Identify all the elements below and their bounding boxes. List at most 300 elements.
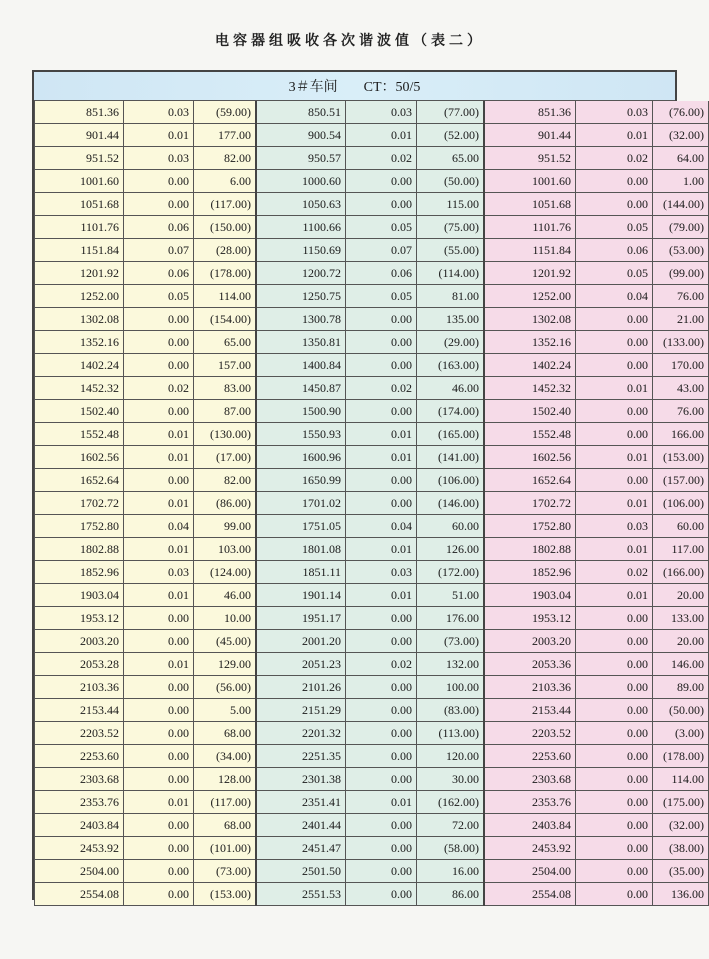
table-cell: 0.00 <box>124 722 194 745</box>
table-cell: 0.01 <box>124 653 194 676</box>
table-cell: 851.36 <box>484 101 576 124</box>
table-cell: 1650.99 <box>256 469 346 492</box>
table-cell: 0.00 <box>124 745 194 768</box>
table-cell: 1903.04 <box>35 584 124 607</box>
table-cell: 0.00 <box>346 308 417 331</box>
table-row <box>35 860 709 883</box>
table-cell: (146.00) <box>417 492 485 515</box>
table-cell: 76.00 <box>653 400 709 423</box>
table-cell: 1602.56 <box>484 446 576 469</box>
table-cell: 901.44 <box>35 124 124 147</box>
table-cell: (172.00) <box>417 561 485 584</box>
table-row <box>35 791 709 814</box>
table-cell: (174.00) <box>417 400 485 423</box>
table-cell: 65.00 <box>194 331 257 354</box>
table-cell: 1151.84 <box>35 239 124 262</box>
table-cell: (73.00) <box>417 630 485 653</box>
table-cell: (45.00) <box>194 630 257 653</box>
table-cell: 0.03 <box>576 515 653 538</box>
table-cell: 0.01 <box>124 538 194 561</box>
table-cell: 0.02 <box>346 653 417 676</box>
table-cell: 0.00 <box>576 170 653 193</box>
table-cell: 1001.60 <box>35 170 124 193</box>
table-row <box>35 515 709 538</box>
table-cell: 0.00 <box>576 354 653 377</box>
table-cell: 10.00 <box>194 607 257 630</box>
table-cell: 60.00 <box>653 515 709 538</box>
table-cell: 2403.84 <box>35 814 124 837</box>
table-cell: 0.00 <box>124 768 194 791</box>
table-cell: 1702.72 <box>484 492 576 515</box>
table-cell: 72.00 <box>417 814 485 837</box>
table-cell: 1652.64 <box>484 469 576 492</box>
table-cell: 0.05 <box>346 285 417 308</box>
table-cell: 2251.35 <box>256 745 346 768</box>
table-cell: 2554.08 <box>484 883 576 906</box>
table-cell: 1500.90 <box>256 400 346 423</box>
table-cell: 1652.64 <box>35 469 124 492</box>
table-header <box>34 72 675 101</box>
table-cell: 0.00 <box>124 630 194 653</box>
table-cell: 0.04 <box>346 515 417 538</box>
table-cell: 2103.36 <box>484 676 576 699</box>
table-cell: 1101.76 <box>484 216 576 239</box>
table-cell: 2001.20 <box>256 630 346 653</box>
table-cell: 6.00 <box>194 170 257 193</box>
table-cell: (163.00) <box>417 354 485 377</box>
table-cell: 0.01 <box>124 791 194 814</box>
table-cell: 1350.81 <box>256 331 346 354</box>
table-cell: 2103.36 <box>35 676 124 699</box>
table-cell: (59.00) <box>194 101 257 124</box>
table-cell: (38.00) <box>653 837 709 860</box>
table-cell: 0.03 <box>576 101 653 124</box>
ct-ratio-label: CT：50/5 <box>363 80 421 95</box>
table-row <box>35 262 709 285</box>
table-cell: 5.00 <box>194 699 257 722</box>
table-cell: 0.00 <box>124 308 194 331</box>
table-cell: 81.00 <box>417 285 485 308</box>
table-cell: 1100.66 <box>256 216 346 239</box>
table-cell: 1252.00 <box>35 285 124 308</box>
table-cell: 1752.80 <box>484 515 576 538</box>
table-cell: 1802.88 <box>484 538 576 561</box>
table-cell: 1851.11 <box>256 561 346 584</box>
table-row <box>35 170 709 193</box>
table-cell: 0.00 <box>576 469 653 492</box>
table-cell: (153.00) <box>194 883 257 906</box>
table-cell: (150.00) <box>194 216 257 239</box>
table-cell: 0.00 <box>346 814 417 837</box>
table-row <box>35 676 709 699</box>
table-cell: 1400.84 <box>256 354 346 377</box>
table-row <box>35 216 709 239</box>
table-cell: 0.00 <box>124 170 194 193</box>
table-row <box>35 607 709 630</box>
table-cell: 2453.92 <box>484 837 576 860</box>
table-cell: 0.00 <box>576 768 653 791</box>
table-cell: 0.02 <box>346 377 417 400</box>
table-row <box>35 400 709 423</box>
table-cell: 2303.68 <box>484 768 576 791</box>
table-cell: 0.01 <box>576 584 653 607</box>
table-cell: 114.00 <box>653 768 709 791</box>
table-cell: 0.07 <box>346 239 417 262</box>
table-cell: 1200.72 <box>256 262 346 285</box>
table-cell: (52.00) <box>417 124 485 147</box>
table-cell: 0.00 <box>124 354 194 377</box>
table-cell: (77.00) <box>417 101 485 124</box>
table-cell: 2401.44 <box>256 814 346 837</box>
table-cell: 1852.96 <box>35 561 124 584</box>
table-cell: 82.00 <box>194 147 257 170</box>
table-cell: 0.00 <box>346 768 417 791</box>
table-cell: 76.00 <box>653 285 709 308</box>
table-cell: (178.00) <box>194 262 257 285</box>
table-cell: (162.00) <box>417 791 485 814</box>
data-grid <box>34 101 709 906</box>
table-cell: 0.00 <box>576 722 653 745</box>
table-cell: 1702.72 <box>35 492 124 515</box>
table-cell: 0.00 <box>576 607 653 630</box>
table-cell: 0.01 <box>124 446 194 469</box>
table-cell: 0.00 <box>576 400 653 423</box>
table-cell: 82.00 <box>194 469 257 492</box>
table-cell: 100.00 <box>417 676 485 699</box>
table-cell: 2003.20 <box>35 630 124 653</box>
table-cell: (50.00) <box>653 699 709 722</box>
table-cell: 0.00 <box>124 837 194 860</box>
table-cell: 0.05 <box>576 262 653 285</box>
table-cell: 2353.76 <box>35 791 124 814</box>
table-cell: 0.00 <box>346 492 417 515</box>
table-row <box>35 745 709 768</box>
table-cell: 1250.75 <box>256 285 346 308</box>
table-cell: 951.52 <box>484 147 576 170</box>
table-row <box>35 561 709 584</box>
table-cell: 146.00 <box>653 653 709 676</box>
table-cell: 135.00 <box>417 308 485 331</box>
table-cell: 2351.41 <box>256 791 346 814</box>
table-cell: 2353.76 <box>484 791 576 814</box>
table-cell: 0.01 <box>346 584 417 607</box>
table-cell: 2504.00 <box>35 860 124 883</box>
table-cell: 83.00 <box>194 377 257 400</box>
table-cell: 126.00 <box>417 538 485 561</box>
table-cell: 2051.23 <box>256 653 346 676</box>
table-cell: 0.01 <box>124 492 194 515</box>
table-cell: 0.01 <box>346 538 417 561</box>
table-cell: 1903.04 <box>484 584 576 607</box>
table-row <box>35 699 709 722</box>
table-cell: 2203.52 <box>35 722 124 745</box>
table-cell: 0.02 <box>576 561 653 584</box>
table-cell: 68.00 <box>194 814 257 837</box>
table-row <box>35 354 709 377</box>
table-cell: 0.00 <box>576 860 653 883</box>
table-cell: 1901.14 <box>256 584 346 607</box>
table-cell: 851.36 <box>35 101 124 124</box>
table-cell: 132.00 <box>417 653 485 676</box>
table-cell: 51.00 <box>417 584 485 607</box>
table-cell: 0.05 <box>576 216 653 239</box>
table-cell: (141.00) <box>417 446 485 469</box>
table-cell: 1151.84 <box>484 239 576 262</box>
table-cell: 1953.12 <box>484 607 576 630</box>
table-cell: 0.01 <box>576 492 653 515</box>
table-row <box>35 101 709 124</box>
table-cell: 1001.60 <box>484 170 576 193</box>
table-row <box>35 193 709 216</box>
table-row <box>35 469 709 492</box>
table-cell: 1.00 <box>653 170 709 193</box>
table-cell: 2101.26 <box>256 676 346 699</box>
table-cell: 2253.60 <box>35 745 124 768</box>
table-cell: 1051.68 <box>484 193 576 216</box>
table-cell: 2403.84 <box>484 814 576 837</box>
table-cell: 0.00 <box>124 331 194 354</box>
table-cell: (56.00) <box>194 676 257 699</box>
table-cell: (3.00) <box>653 722 709 745</box>
table-cell: (166.00) <box>653 561 709 584</box>
table-cell: 46.00 <box>417 377 485 400</box>
table-cell: 0.05 <box>346 216 417 239</box>
table-cell: 0.06 <box>124 216 194 239</box>
table-cell: 0.00 <box>576 653 653 676</box>
table-cell: 20.00 <box>653 584 709 607</box>
table-row <box>35 423 709 446</box>
table-cell: (153.00) <box>653 446 709 469</box>
table-cell: 0.00 <box>124 814 194 837</box>
table-cell: 86.00 <box>417 883 485 906</box>
table-cell: 0.03 <box>124 561 194 584</box>
table-cell: 0.00 <box>346 469 417 492</box>
table-row <box>35 814 709 837</box>
table-cell: 117.00 <box>653 538 709 561</box>
table-cell: (113.00) <box>417 722 485 745</box>
table-cell: 1852.96 <box>484 561 576 584</box>
table-cell: 2551.53 <box>256 883 346 906</box>
table-cell: 0.00 <box>576 745 653 768</box>
table-cell: 1201.92 <box>35 262 124 285</box>
table-cell: 2203.52 <box>484 722 576 745</box>
table-row <box>35 837 709 860</box>
table-cell: (144.00) <box>653 193 709 216</box>
table-cell: 128.00 <box>194 768 257 791</box>
table-cell: 1951.17 <box>256 607 346 630</box>
table-cell: 170.00 <box>653 354 709 377</box>
table-cell: 1751.05 <box>256 515 346 538</box>
table-cell: (17.00) <box>194 446 257 469</box>
table-cell: 850.51 <box>256 101 346 124</box>
table-cell: 177.00 <box>194 124 257 147</box>
table-cell: 46.00 <box>194 584 257 607</box>
table-cell: 2201.32 <box>256 722 346 745</box>
table-cell: 115.00 <box>417 193 485 216</box>
table-cell: (79.00) <box>653 216 709 239</box>
table-cell: 950.57 <box>256 147 346 170</box>
table-cell: 2453.92 <box>35 837 124 860</box>
table-row <box>35 653 709 676</box>
table-cell: (58.00) <box>417 837 485 860</box>
table-cell: 1502.40 <box>484 400 576 423</box>
table-cell: (50.00) <box>417 170 485 193</box>
table-cell: (117.00) <box>194 791 257 814</box>
table-cell: (117.00) <box>194 193 257 216</box>
table-cell: 0.07 <box>124 239 194 262</box>
table-row <box>35 584 709 607</box>
table-cell: 129.00 <box>194 653 257 676</box>
table-row <box>35 630 709 653</box>
table-cell: (53.00) <box>653 239 709 262</box>
table-cell: 901.44 <box>484 124 576 147</box>
table-cell: 2053.36 <box>484 653 576 676</box>
table-cell: 2501.50 <box>256 860 346 883</box>
table-cell: 1801.08 <box>256 538 346 561</box>
table-cell: 0.00 <box>124 469 194 492</box>
table-cell: (75.00) <box>417 216 485 239</box>
table-cell: 1602.56 <box>35 446 124 469</box>
table-cell: 0.00 <box>346 354 417 377</box>
table-cell: 1752.80 <box>35 515 124 538</box>
table-cell: 2053.28 <box>35 653 124 676</box>
table-cell: 0.00 <box>576 814 653 837</box>
table-row <box>35 331 709 354</box>
table-row <box>35 308 709 331</box>
table-cell: 2153.44 <box>484 699 576 722</box>
table-cell: (124.00) <box>194 561 257 584</box>
table-cell: 2151.29 <box>256 699 346 722</box>
table-cell: 2504.00 <box>484 860 576 883</box>
table-cell: 0.02 <box>124 377 194 400</box>
table-cell: 120.00 <box>417 745 485 768</box>
table-cell: 0.01 <box>576 124 653 147</box>
table-cell: 1450.87 <box>256 377 346 400</box>
table-cell: (73.00) <box>194 860 257 883</box>
table-cell: 0.00 <box>346 745 417 768</box>
table-row <box>35 492 709 515</box>
table-cell: 1701.02 <box>256 492 346 515</box>
table-cell: 1352.16 <box>35 331 124 354</box>
table-cell: 0.00 <box>576 331 653 354</box>
table-cell: 1101.76 <box>35 216 124 239</box>
table-cell: (55.00) <box>417 239 485 262</box>
table-cell: 20.00 <box>653 630 709 653</box>
table-cell: 2153.44 <box>35 699 124 722</box>
table-cell: 1352.16 <box>484 331 576 354</box>
table-cell: 0.00 <box>124 607 194 630</box>
table-row <box>35 147 709 170</box>
table-cell: 2003.20 <box>484 630 576 653</box>
table-cell: 30.00 <box>417 768 485 791</box>
table-cell: 0.03 <box>124 101 194 124</box>
table-cell: (154.00) <box>194 308 257 331</box>
table-cell: 0.00 <box>576 791 653 814</box>
table-cell: 43.00 <box>653 377 709 400</box>
table-cell: 0.00 <box>346 193 417 216</box>
table-row <box>35 124 709 147</box>
page-title: 电容器组吸收各次谐波值（表二） <box>215 33 485 49</box>
table-cell: 951.52 <box>35 147 124 170</box>
table-cell: 0.00 <box>576 423 653 446</box>
table-cell: 0.01 <box>124 423 194 446</box>
table-cell: (101.00) <box>194 837 257 860</box>
table-cell: 0.00 <box>346 607 417 630</box>
table-cell: 0.00 <box>346 722 417 745</box>
table-cell: 1600.96 <box>256 446 346 469</box>
workshop-label: 3＃车间 <box>288 80 338 95</box>
table-cell: (28.00) <box>194 239 257 262</box>
table-cell: 0.00 <box>346 699 417 722</box>
table-cell: 1953.12 <box>35 607 124 630</box>
table-cell: 0.00 <box>576 308 653 331</box>
table-cell: 1452.32 <box>35 377 124 400</box>
table-cell: 2301.38 <box>256 768 346 791</box>
table-cell: (165.00) <box>417 423 485 446</box>
table-cell: 133.00 <box>653 607 709 630</box>
table-cell: 0.00 <box>346 883 417 906</box>
table-cell: 0.00 <box>124 193 194 216</box>
table-row <box>35 285 709 308</box>
table-cell: 166.00 <box>653 423 709 446</box>
table-cell: 1302.08 <box>484 308 576 331</box>
table-cell: 0.01 <box>124 124 194 147</box>
table-cell: 0.00 <box>346 676 417 699</box>
table-cell: 64.00 <box>653 147 709 170</box>
table-row <box>35 722 709 745</box>
table-cell: 0.00 <box>124 699 194 722</box>
table-cell: 0.05 <box>124 285 194 308</box>
table-cell: (35.00) <box>653 860 709 883</box>
table-cell: (178.00) <box>653 745 709 768</box>
table-cell: (32.00) <box>653 814 709 837</box>
table-cell: 157.00 <box>194 354 257 377</box>
table-cell: 1552.48 <box>35 423 124 446</box>
table-cell: 114.00 <box>194 285 257 308</box>
table-cell: 0.00 <box>346 331 417 354</box>
table-cell: 0.06 <box>124 262 194 285</box>
table-cell: 0.01 <box>124 584 194 607</box>
table-cell: (76.00) <box>653 101 709 124</box>
table-row <box>35 538 709 561</box>
table-cell: 0.06 <box>576 239 653 262</box>
table-cell: 87.00 <box>194 400 257 423</box>
table-cell: 0.00 <box>576 193 653 216</box>
table-cell: 2253.60 <box>484 745 576 768</box>
table-cell: 0.00 <box>124 676 194 699</box>
table-cell: 2554.08 <box>35 883 124 906</box>
table-cell: 0.00 <box>576 837 653 860</box>
table-cell: 1302.08 <box>35 308 124 331</box>
table-cell: 0.04 <box>576 285 653 308</box>
table-cell: 1050.63 <box>256 193 346 216</box>
table-cell: 1000.60 <box>256 170 346 193</box>
table-cell: 1802.88 <box>35 538 124 561</box>
table-row <box>35 883 709 906</box>
table-cell: 136.00 <box>653 883 709 906</box>
table-cell: 89.00 <box>653 676 709 699</box>
table-cell: 0.01 <box>576 446 653 469</box>
table-cell: 0.02 <box>346 147 417 170</box>
table-cell: 68.00 <box>194 722 257 745</box>
table-cell: 1402.24 <box>35 354 124 377</box>
table-cell: 1300.78 <box>256 308 346 331</box>
table-cell: 2303.68 <box>35 768 124 791</box>
table-cell: 99.00 <box>194 515 257 538</box>
table-cell: 0.02 <box>576 147 653 170</box>
table-cell: (114.00) <box>417 262 485 285</box>
table-cell: (106.00) <box>417 469 485 492</box>
